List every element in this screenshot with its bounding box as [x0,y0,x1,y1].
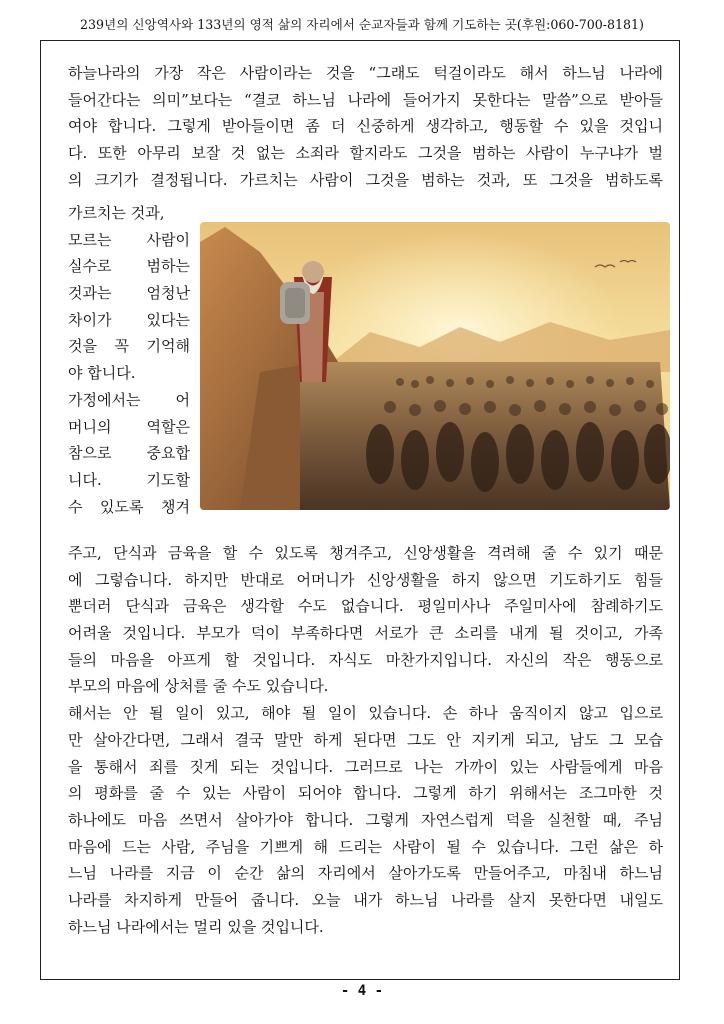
text-line: 뿐더러 단식과 금육은 생각할 수도 없습니다. 평일미사나 주일미사에 참례하기도 [68,597,663,616]
text-line: 들어간다는 의미”보다는 “결코 하느님 나라에 들어가지 못한다는 말씀”으로 받아들 [68,90,663,109]
side-column-text [68,200,190,520]
text-line: 하느님 나라에서는 멀리 있을 것입니다. [68,917,324,936]
text-line: 것과는 엄청난 [68,284,190,303]
moses-crowd-illustration [200,222,670,510]
text-line: 마음에 드는 사람, 주님을 기쁘게 해 드리는 사람이 될 수 있습니다. 그런 삶은 하 [68,837,663,856]
text-line: 여야 합니다. 그렇게 받아들이면 좀 더 신중하게 생각하고, 행동할 수 있을 것입니 [68,117,663,136]
text-line: 가정에서는 어 [68,390,190,409]
page-number: - 4 - [340,983,384,999]
text-line: 수 있도록 챙겨 [68,497,190,516]
text-line: 가르치는 것과, [68,204,165,222]
page-header: 239년의 신앙역사와 133년의 영적 삶의 자리에서 순교자들과 함께 기도하는 곳(후원:060-700-8181) [80,17,644,32]
text-line: 의 평화를 줄 수 있는 사람이 되어야 합니다. 그렇게 하기 위해서는 조그마한 것 [68,784,663,803]
text-line: 야 합니다. [68,364,136,383]
text-line: 니다. 기도할 [68,470,190,489]
text-line: 나라를 차지하게 만들어 줍니다. 오늘 내가 하느님 나라를 살지 못한다면 내일도 [68,890,663,909]
text-line: 부모의 마음에 상처를 줄 수도 있습니다. [68,677,329,696]
text-line: 의 크기가 결정됩니다. 가르치는 사람이 그것을 범하는 것과, 또 그것을 범하도록 [68,170,663,189]
text-line: 것을 꼭 기억해 [68,337,190,356]
main-paragraph [68,540,663,970]
text-line: 차이가 있다는 [68,310,190,329]
text-line: 머니의 역할은 [68,417,190,436]
text-line: 하늘나라의 가장 작은 사람이라는 것을 “그래도 턱걸이라도 해서 하느님 나라에 [68,64,663,82]
text-line: 주고, 단식과 금육을 할 수 있도록 챙겨주고, 신앙생활을 격려해 줄 수 있기 때문 [68,544,663,562]
text-line: 을 통해서 죄를 짓게 되는 것입니다. 그러므로 나는 가까이 있는 사람들에게 마음 [68,757,663,776]
text-line: 느님 나라를 지금 이 순간 삶의 자리에서 살아가도록 만들어주고, 마침내 하느님 [68,864,663,883]
text-line: 에 그렇습니다. 하지만 반대로 어머니가 신앙생활을 하지 않으면 기도하기도 힘들 [68,570,663,589]
text-line: 어려울 것입니다. 부모가 덕이 부족하다면 서로가 큰 소리를 내게 될 것이고, 가족 [68,624,663,643]
text-line: 참으로 중요합 [68,444,190,463]
text-line: 하나에도 마음 쓰면서 살아가야 합니다. 그렇게 자연스럽게 덕을 실천할 때, 주님 [68,810,663,829]
text-line: 실수로 범하는 [68,257,190,276]
text-line: 다. 또한 아무리 보잘 것 없는 소죄라 할지라도 그것을 범하는 사람이 누구냐가 벌 [68,144,663,163]
text-line: 만 살아간다면, 그래서 결국 말만 하게 된다면 그도 안 지키게 되고, 남도 그 모습 [68,730,663,749]
text-line: 들의 마음을 아프게 할 것입니다. 자식도 마찬가지입니다. 자신의 작은 행동으로 [68,650,663,669]
text-line: 해서는 안 될 일이 있고, 해야 될 일이 있습니다. 손 하나 움직이지 않고 입으로 [68,704,663,723]
text-line: 모르는 사람이 [68,230,190,249]
